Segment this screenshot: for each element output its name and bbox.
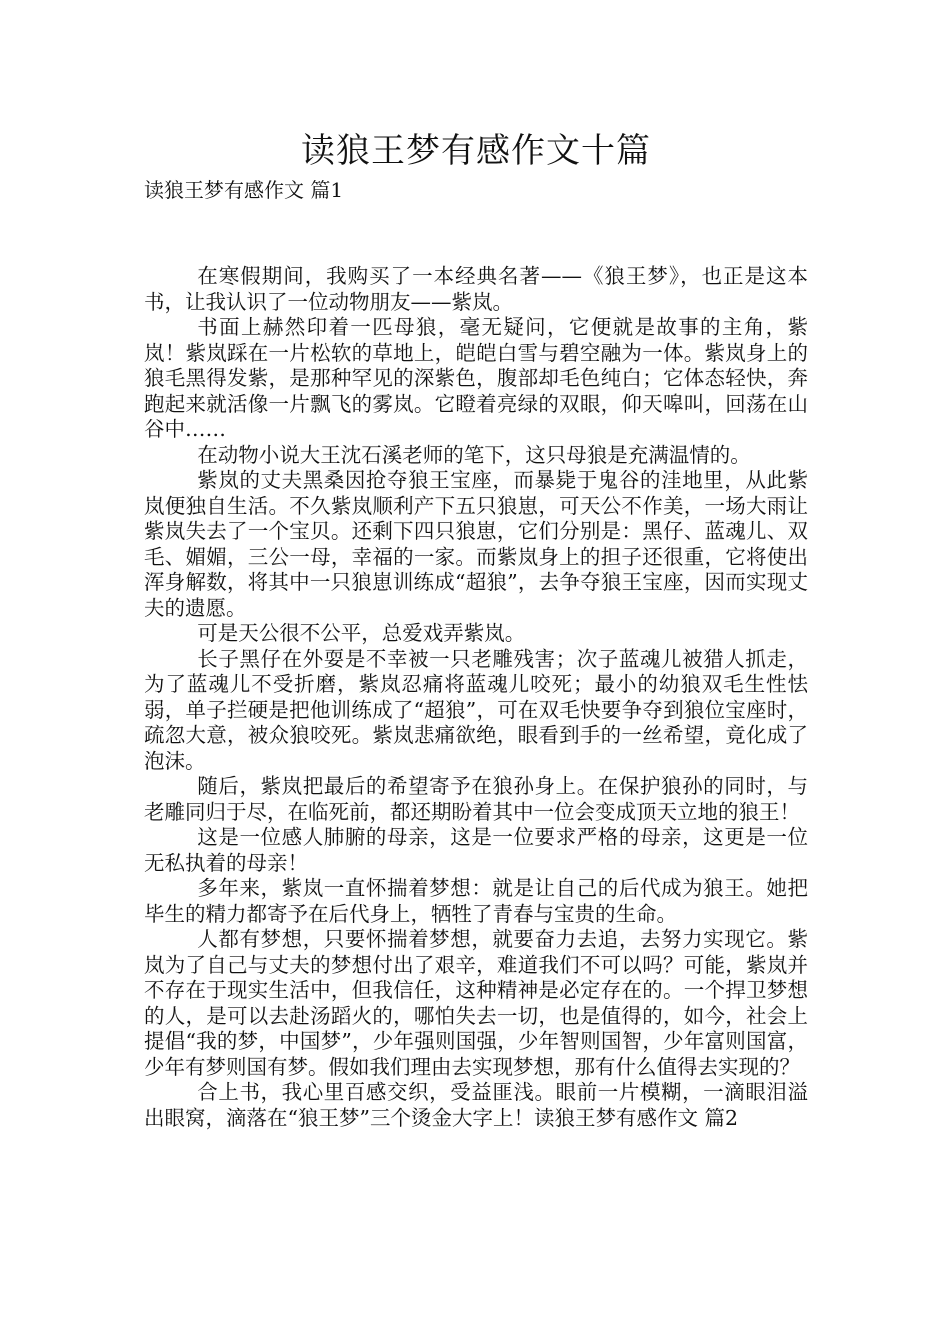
paragraph: 书面上赫然印着一匹母狼，毫无疑问，它便就是故事的主角，紫岚！紫岚踩在一片松软的草地上，皑皑白雪与碧空融为一体。紫岚身上的狼毛黑得发紫，是那种罕见的深紫色，腹部却毛色纯白；它体态轻快，奔跑起来就活像一片飘飞的雾岚。它瞪着亮绿的双眼，仰天嗥叫，回荡在山谷中……	[144, 315, 808, 441]
paragraph: 可是天公很不公平，总爱戏弄紫岚。	[197, 621, 526, 645]
paragraph: 这是一位感人肺腑的母亲，这是一位要求严格的母亲，这更是一位无私执着的母亲！	[144, 825, 808, 875]
paragraph: 在动物小说大王沈石溪老师的笔下，这只母狼是充满温情的。	[197, 442, 751, 467]
section-heading-2: 读狼王梦有感作文 篇2	[533, 1105, 739, 1130]
document-page	[144, 126, 808, 1131]
paragraph: 长子黑仔在外耍是不幸被一只老雕残害；次子蓝魂儿被猎人抓走，为了蓝魂儿不受折磨，紫岚忍痛将蓝魂儿咬死；最小的幼狼双毛生性怯弱，单子拦硬是把他训练成了“超狼”，可在双毛快要争夺到狼位宝座时，疏忽大意，被众狼咬死。紫岚悲痛欲绝，眼看到手的一丝希望，竟化成了泡沫。	[144, 646, 808, 773]
paragraph: 在寒假期间，我购买了一本经典名著——《狼王梦》，也正是这本书，让我认识了一位动物朋友——紫岚。	[144, 264, 808, 314]
article-body	[144, 264, 808, 1131]
document-title: 读狼王梦有感作文十篇	[301, 131, 651, 171]
paragraph: 随后，紫岚把最后的希望寄予在狼孙身上。在保护狼孙的同时，与老雕同归于尽，在临死前，都还期盼着其中一位会变成顶天立地的狼王！	[144, 774, 808, 824]
paragraph: 人都有梦想，只要怀揣着梦想，就要奋力去追，去努力实现它。紫岚为了自己与丈夫的梦想付出了艰辛，难道我们不可以吗？可能，紫岚并不存在于现实生活中，但我信任，这种精神是必定存在的。一个捍卫梦想的人，是可以去赴汤蹈火的，哪怕失去一切，也是值得的，如今，社会上提倡“我的梦，中国梦”，少年强则国强，少年智则国智，少年富则国富，少年有梦则国有梦。假如我们理由去实现梦想，那有什么值得去实现的？	[144, 927, 808, 1079]
paragraph: 紫岚的丈夫黑桑因抢夺狼王宝座，而暴毙于鬼谷的洼地里，从此紫岚便独自生活。不久紫岚顺利产下五只狼崽，可天公不作美，一场大雨让紫岚失去了一个宝贝。还剩下四只狼崽，它们分别是：黑仔、蓝魂儿、双毛、媚媚，三公一母，幸福的一家。而紫岚身上的担子还很重，它将使出浑身解数，将其中一只狼崽训练成“超狼”，去争夺狼王宝座，因而实现丈夫的遗愿。	[144, 468, 808, 620]
paragraph-text: 合上书，我心里百感交织，受益匪浅。眼前一片模糊，一滴眼泪溢出眼窝，滴落在“狼王梦”三个烫金大字上！	[144, 1080, 808, 1130]
paragraph: 多年来，紫岚一直怀揣着梦想：就是让自己的后代成为狼王。她把毕生的精力都寄予在后代身上，牺牲了青春与宝贵的生命。	[144, 876, 808, 926]
section-heading-1: 读狼王梦有感作文 篇1	[144, 178, 344, 202]
paragraph-last	[144, 1080, 808, 1131]
